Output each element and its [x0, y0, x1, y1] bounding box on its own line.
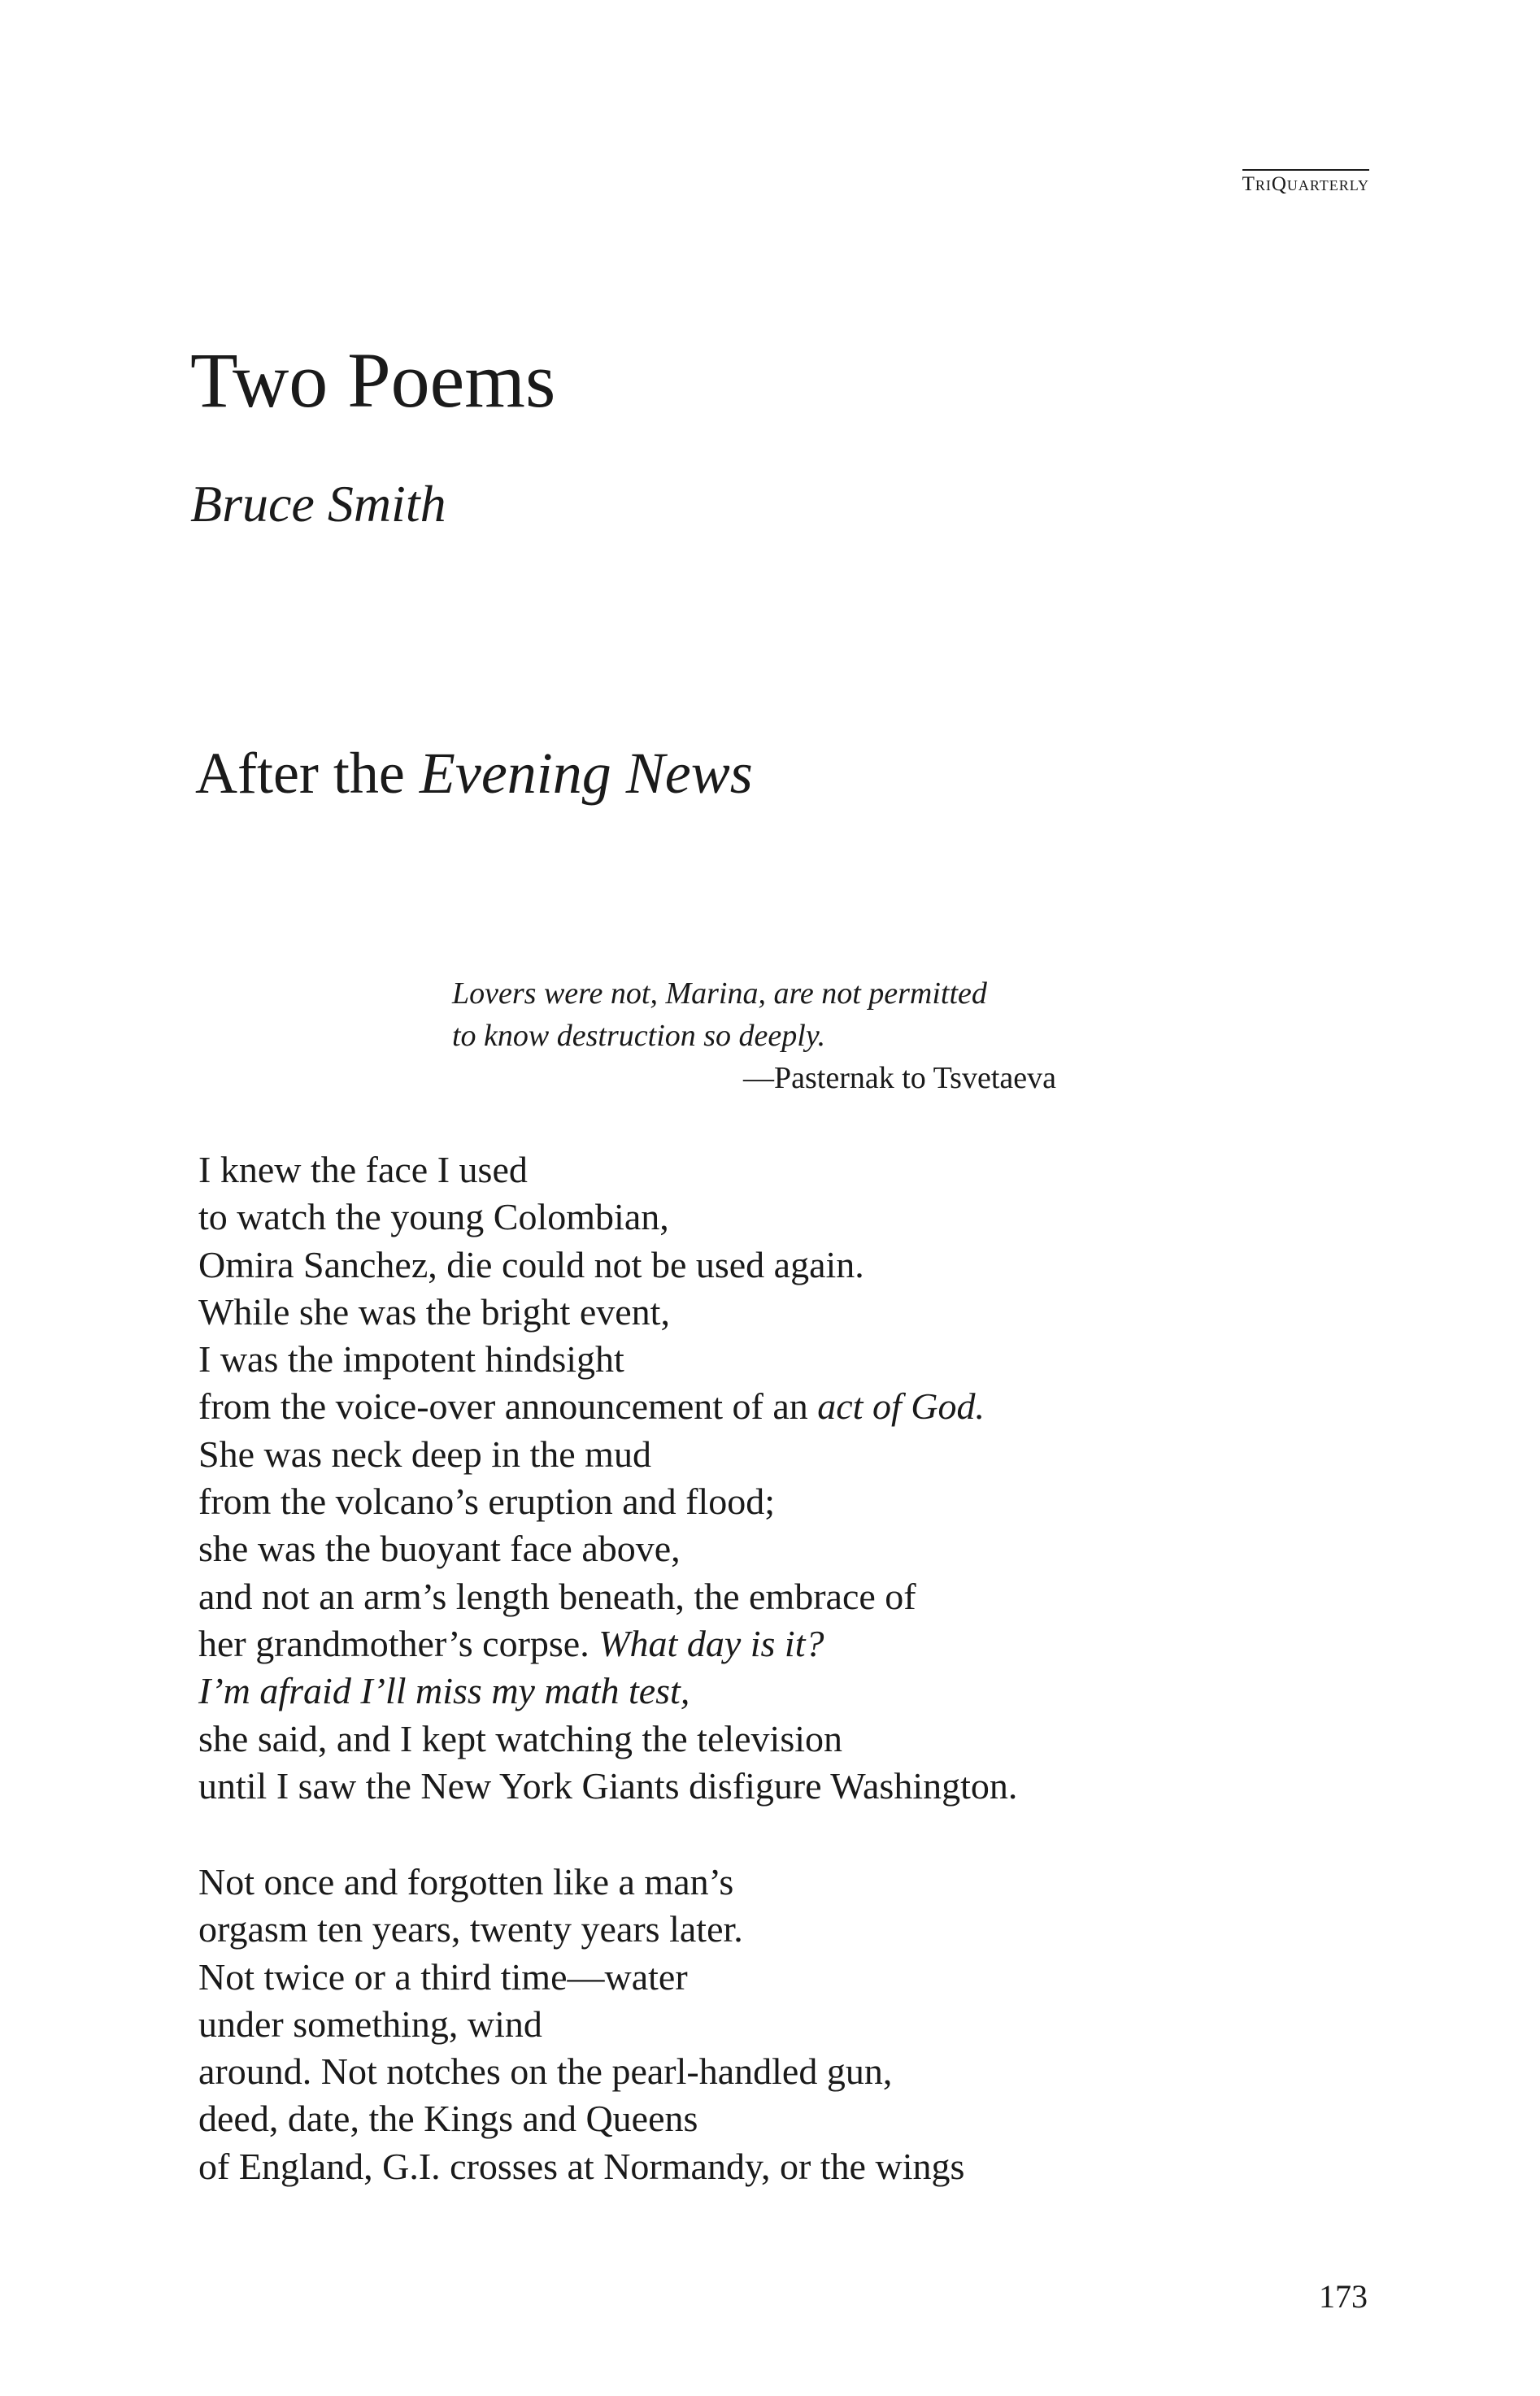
poem-line: and not an arm’s length beneath, the embrace of: [198, 1575, 916, 1617]
poem-line: While she was the bright event,: [198, 1290, 670, 1333]
poem-title: [195, 741, 753, 806]
poem-line: She was neck deep in the mud: [198, 1433, 651, 1475]
poem-line: of England, G.I. crosses at Normandy, or the wings: [198, 2145, 965, 2187]
poem-line: Not once and forgotten like a man’s: [198, 1861, 734, 1902]
poem-line: I knew the face I used: [198, 1149, 528, 1190]
poem-line: deed, date, the Kings and Queens: [198, 2098, 698, 2140]
poem-title-italic: Evening News: [419, 741, 753, 806]
poem-line: orgasm ten years, twenty years later.: [198, 1908, 743, 1950]
author-name: Bruce Smith: [190, 475, 446, 533]
poem-line: she said, and I kept watching the television: [198, 1717, 843, 1759]
stanza-1: [198, 1146, 1017, 1810]
poem-line-text: her grandmother’s corpse.: [198, 1622, 599, 1664]
epigraph-line: Lovers were not, Marina, are not permitted: [452, 976, 987, 1011]
poem-line: [198, 1383, 1017, 1430]
poem-line: to watch the young Colombian,: [198, 1196, 669, 1238]
poem-line: around. Not notches on the pearl-handled gun,: [198, 2050, 893, 2093]
poem-title-plain: After the: [195, 741, 420, 806]
poem-line: Not twice or a third time—water: [198, 1955, 688, 1998]
poem-line: she was the buoyant face above,: [198, 1528, 681, 1570]
poem-line-italic: What day is it?: [598, 1622, 824, 1664]
poem-line: I’m afraid I’ll miss my math test,: [198, 1670, 690, 1712]
page-number: 173: [1319, 2278, 1368, 2315]
poem-line-italic: act of God.: [817, 1385, 985, 1428]
epigraph: [452, 972, 1103, 1099]
poem-line: until I saw the New York Giants disfigure Washington.: [198, 1764, 1018, 1807]
poem-line: I was the impotent hindsight: [198, 1338, 624, 1381]
poem-line: [198, 1620, 1017, 1668]
running-head: TriQuarterly: [1242, 169, 1369, 196]
epigraph-attribution: —Pasternak to Tsvetaeva: [743, 1061, 1056, 1095]
poem-line-text: from the voice-over announcement of an: [198, 1385, 818, 1428]
poem-line: Omira Sanchez, die could not be used again.: [198, 1243, 864, 1285]
poem-line: from the volcano’s eruption and flood;: [198, 1481, 776, 1523]
page-title: Two Poems: [190, 337, 556, 424]
poem-line: under something, wind: [198, 2002, 542, 2045]
stanza-2: [198, 1859, 964, 2190]
epigraph-line: to know destruction so deeply.: [452, 1019, 826, 1053]
